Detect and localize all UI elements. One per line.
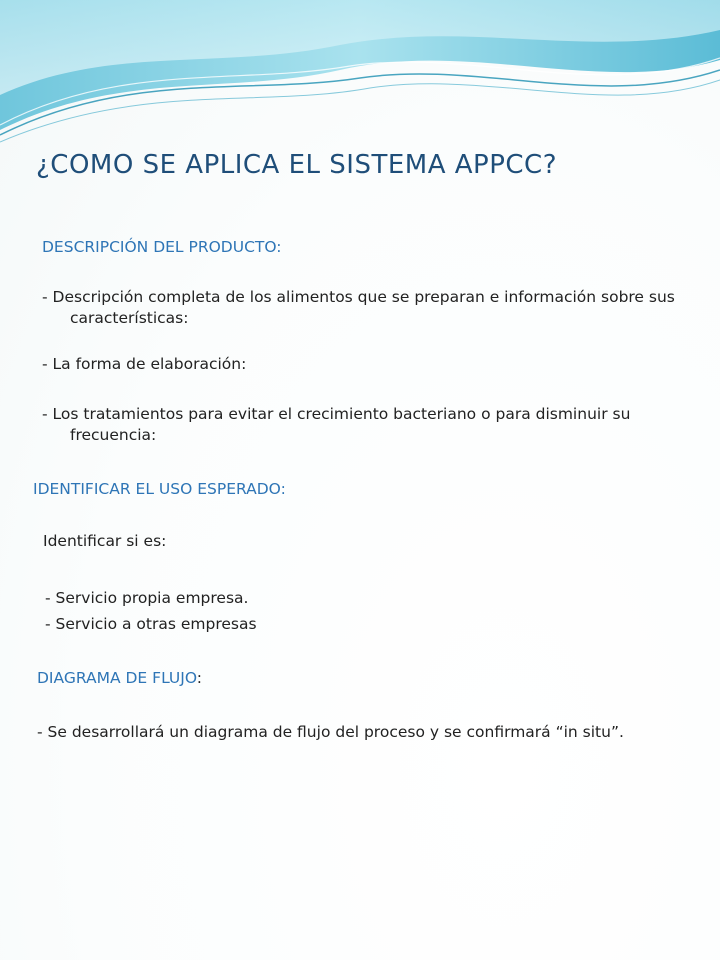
list-item: - Los tratamientos para evitar el crecimiento bacteriano o para disminuir su frecuencia:: [42, 405, 631, 444]
list-item: - Se desarrollará un diagrama de flujo del proceso y se confirmará “in situ”.: [37, 723, 624, 741]
section-heading-label: DIAGRAMA DE FLUJO: [37, 669, 197, 687]
section-heading-flow-diagram: [37, 668, 202, 689]
list-item: - Servicio propia empresa.: [45, 589, 249, 607]
section-heading-product-description: DESCRIPCIÓN DEL PRODUCTO:: [42, 238, 282, 256]
list-item: - Servicio a otras empresas: [45, 615, 257, 633]
section-intro: Identificar si es:: [43, 532, 167, 550]
section-heading-intended-use: IDENTIFICAR EL USO ESPERADO:: [33, 480, 286, 498]
section-heading-colon: :: [196, 669, 203, 687]
slide-title: ¿COMO SE APLICA EL SISTEMA APPCC?: [36, 150, 557, 180]
list-item: - Descripción completa de los alimentos que se preparan e información sobre sus características:: [42, 288, 675, 327]
list-item: - La forma de elaboración:: [42, 355, 247, 373]
decorative-wave-banner: [0, 0, 720, 150]
